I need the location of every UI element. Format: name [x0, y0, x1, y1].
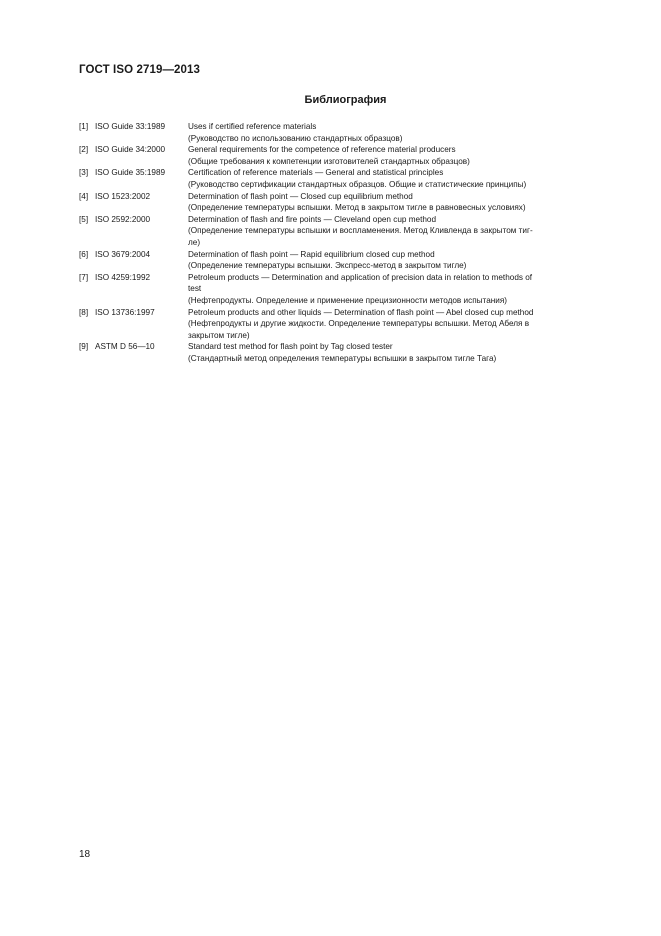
entry-description-line: Uses if certified reference materials — [188, 122, 317, 131]
entry-number: [3] — [79, 168, 89, 178]
entry-description-line: (Руководство сертификации стандартных образцов. Общие и статистические принципы) — [188, 179, 527, 189]
entry-description-line: (Стандартный метод определения температуры вспышки в закрытом тигле Тага) — [188, 353, 497, 363]
entry-description-line: (Руководство по использованию стандартных образцов) — [188, 133, 403, 143]
entry-description-line: (Нефтепродукты. Определение и применение прецизионности методов испытания) — [188, 295, 508, 305]
bibliography-list — [79, 121, 589, 364]
bibliography-entry — [79, 214, 589, 249]
entry-reference: ISO 1523:2002 — [95, 191, 151, 201]
entry-reference: ISO Guide 33:1989 — [95, 122, 166, 131]
entry-reference: ISO 3679:2004 — [95, 249, 151, 259]
entry-reference: ISO 4259:1992 — [95, 272, 151, 282]
entry-number: [4] — [79, 191, 89, 201]
entry-description-line: Certification of reference materials — General and statistical principles — [188, 168, 444, 178]
entry-description-line: (Общие требования к компетенции изготовителей стандартных образцов) — [188, 156, 470, 166]
document-header: ГОСТ ISO 2719—2013 — [79, 64, 201, 76]
entry-reference: ISO Guide 35:1989 — [95, 168, 166, 178]
entry-description — [188, 121, 589, 144]
entry-description — [188, 249, 589, 272]
entry-number: [5] — [79, 214, 89, 224]
entry-number: [6] — [79, 249, 89, 259]
bibliography-entry — [79, 272, 589, 307]
section-title: Библиография — [304, 94, 387, 106]
entry-description-line: Standard test method for flash point by Tag closed tester — [188, 342, 393, 352]
entry-description-line: (Определение температуры вспышки. Экспресс-метод в закрытом тигле) — [188, 261, 467, 271]
entry-reference: ISO 13736:1997 — [95, 307, 155, 317]
bibliography-entry — [79, 307, 589, 342]
entry-description-line: (Определение температуры вспышки и воспламенения. Метод Кливленда в закрытом тиг- — [188, 226, 533, 236]
bibliography-entry — [79, 341, 589, 364]
bibliography-entry — [79, 167, 589, 190]
entry-description — [188, 272, 589, 307]
entry-description-line: test — [188, 284, 202, 294]
bibliography-entry — [79, 121, 589, 144]
entry-description-line: закрытом тигле) — [188, 330, 250, 340]
entry-reference: ISO Guide 34:2000 — [95, 145, 166, 155]
entry-description-line: Petroleum products — Determination and application of precision data in relation to methods of — [188, 272, 533, 282]
entry-number: [9] — [79, 342, 89, 352]
page-number: 18 — [79, 849, 91, 860]
bibliography-entry — [79, 144, 589, 167]
entry-reference: ASTM D 56—10 — [95, 342, 155, 352]
entry-description-line: Determination of flash and fire points — Cleveland open cup method — [188, 214, 437, 224]
entry-description-line: (Нефтепродукты и другие жидкости. Определение температуры вспышки. Метод Абеля в — [188, 319, 530, 329]
entry-number: [2] — [79, 145, 89, 155]
entry-description-line: ле) — [188, 237, 201, 247]
entry-description — [188, 307, 589, 342]
entry-description — [188, 191, 589, 214]
entry-description — [188, 341, 589, 364]
entry-description — [188, 167, 589, 190]
entry-description-line: General requirements for the competence of reference material producers — [188, 145, 456, 155]
bibliography-entry — [79, 191, 589, 214]
entry-description — [188, 144, 589, 167]
bibliography-entry — [79, 249, 589, 272]
entry-description-line: (Определение температуры вспышки. Метод в закрытом тигле в равновесных условиях) — [188, 203, 526, 213]
entry-description-line: Petroleum products and other liquids — Determination of flash point — Abel closed cup method — [188, 307, 534, 317]
entry-number: [1] — [79, 122, 89, 131]
entry-reference: ISO 2592:2000 — [95, 214, 151, 224]
entry-number: [8] — [79, 307, 89, 317]
entry-description — [188, 214, 589, 249]
entry-number: [7] — [79, 272, 89, 282]
entry-description-line: Determination of flash point — Closed cup equilibrium method — [188, 191, 413, 201]
entry-description-line: Determination of flash point — Rapid equilibrium closed cup method — [188, 249, 435, 259]
